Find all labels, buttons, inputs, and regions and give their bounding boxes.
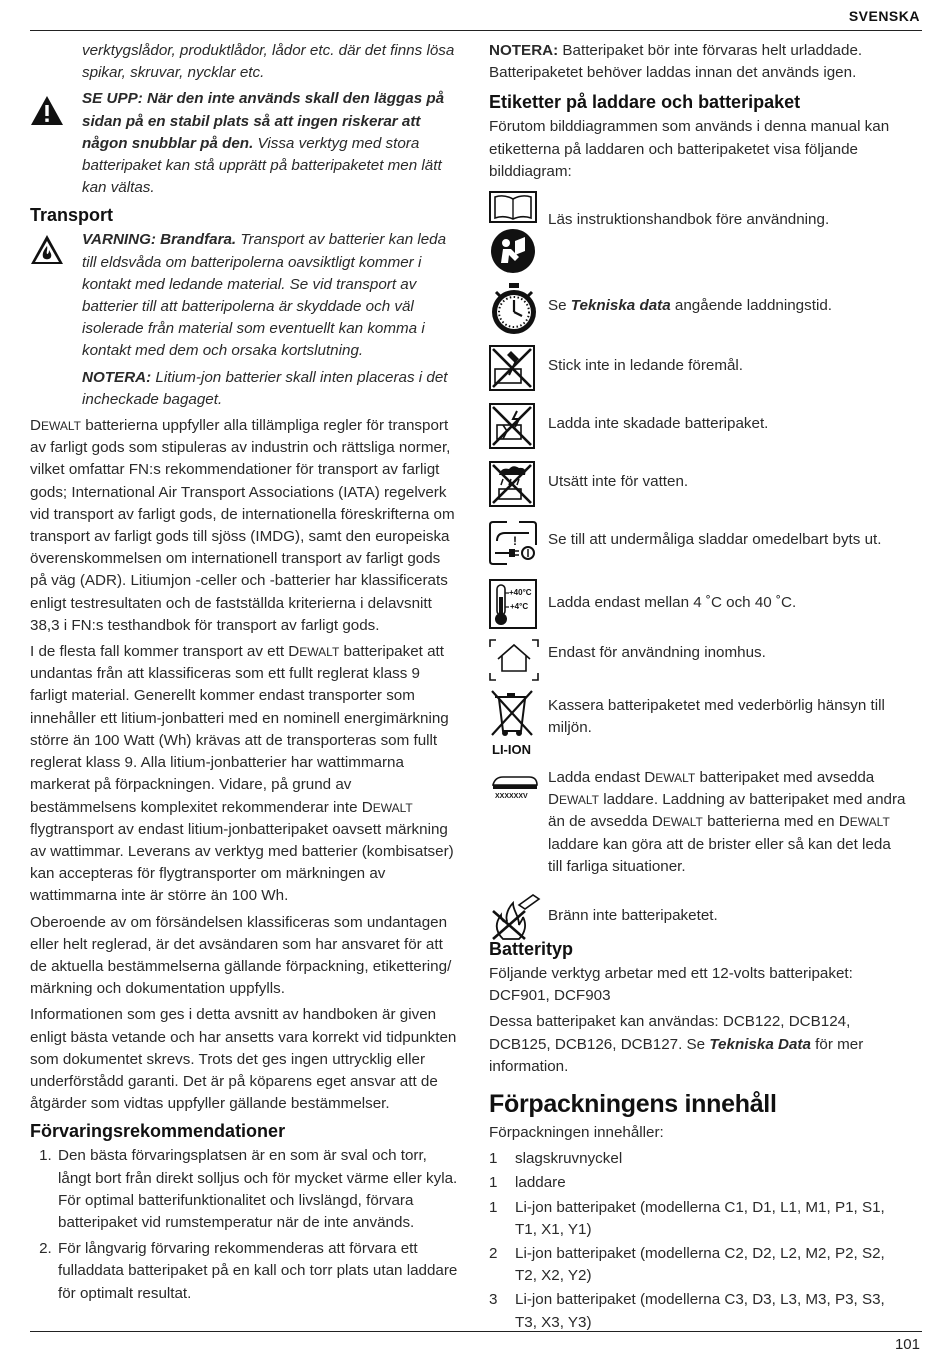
battery-p2-b: Tekniska Data — [709, 1035, 811, 1053]
package-intro: Förpackningen innehåller: — [489, 1124, 664, 1142]
brand-d: D — [288, 643, 300, 661]
note-body: Litium-jon batterier skall inten placeras i det incheckade bagaget. — [82, 368, 448, 408]
label-read-manual — [489, 191, 909, 279]
battery-p2-c: för mer information. — [489, 1035, 864, 1075]
header-rule — [30, 30, 922, 31]
brand-ewalt: EWALT — [558, 793, 599, 808]
manual-icon — [489, 191, 537, 275]
recycle-bin-icon — [489, 687, 539, 757]
indoor-house-icon — [489, 639, 539, 681]
package-qty: 2 — [489, 1245, 498, 1263]
label-read-text: Läs instruktionshandbok före användning. — [548, 211, 830, 229]
caution-block — [30, 88, 460, 199]
label-damaged-text: Ladda inte skadade batteripaket. — [548, 415, 769, 433]
xxx-label: XXXXXXV — [495, 793, 528, 801]
left-column — [30, 40, 460, 1309]
p2-a: I de flesta fall kommer transport av ett — [30, 643, 289, 661]
brand-d: D — [361, 798, 373, 816]
package-qty: 3 — [489, 1291, 498, 1309]
label-indoor-text: Endast för användning inomhus. — [548, 644, 766, 662]
no-fire-icon — [489, 891, 543, 941]
p2-c: flygtransport av endast litium-jonbatteripaket oavsett märkning av wattimmar. Leverans av verktyg med batterier (kombisatser) kan accepteras för flygtransporter om märkningen av wattimmarna inte är större än 100 Wh. — [30, 820, 454, 905]
only-b: batteripaket med avsedda — [695, 769, 875, 787]
p2-b: batteripaket att undantas från att klassificeras som ett fullt reglerat klass 9 farligt material. Generellt kommer endast transporter som innehåller ett litium-jonbatteri med en nominell energimärkning större än 100 Watt (Wh) krävas att de transporteras som fullt reglerat klass 9. Alla litium-jonbatterier har wattimmarna markerat på förpackningen. Vidare, på grund av bestämmelsens komplexitet rekommenderar inte — [30, 643, 449, 816]
brand-d: D — [30, 417, 41, 435]
storage-list — [30, 1145, 460, 1304]
label-dispose — [489, 695, 909, 765]
note-body: Batteripaket bör inte förvaras helt urladdade. Batteripaketet behöver laddas innan det används igen. — [489, 42, 863, 82]
caution-text — [30, 88, 460, 199]
label-charge-time — [489, 283, 909, 337]
package-item — [489, 1243, 909, 1287]
label-burn-text: Bränn inte batteripaketet. — [548, 907, 718, 925]
fire-hazard-icon — [30, 233, 64, 267]
label-time-c: angående laddningstid. — [670, 297, 832, 315]
brand-d: D — [838, 813, 850, 831]
brand-d: D — [548, 791, 559, 809]
thermo-lo-label: +4°C — [510, 602, 529, 612]
label-time-b: Tekniska data — [570, 297, 671, 315]
svg-text:!: ! — [513, 534, 517, 549]
label-only-text — [548, 767, 909, 878]
label-time-text — [548, 283, 909, 317]
transport-paragraph-1 — [30, 415, 460, 637]
liion-label: LI-ION — [492, 742, 531, 758]
package-heading: Förpackningens innehåll — [489, 1090, 777, 1119]
thermo-hi-label: +40°C — [509, 588, 532, 598]
caution-triangle-icon — [30, 94, 64, 128]
package-qty: 1 — [489, 1150, 498, 1168]
labels-intro: Förutom bilddiagrammen som används i denna manual kan etiketterna på laddaren och batteripaketet visa följande bilddiagram: — [489, 118, 890, 180]
label-indoor — [489, 639, 909, 689]
package-qty: 1 — [489, 1198, 498, 1216]
brand-ewalt: EWALT — [299, 645, 340, 660]
warning-bold: VARNING: Brandfara. — [82, 231, 237, 249]
label-cords — [489, 519, 909, 575]
transport-heading: Transport — [30, 205, 114, 226]
warning-body: Transport av batterier kan leda till eldsvåda om batteripolerna oavsiktligt kommer i kontakt med ledande material. Se vid transport av batterier till att batteripolerna är skyddade och väl isolerade från material som eventuellt kan komma i kontakt med dem och orsaka kortslutning. — [82, 231, 447, 360]
package-text: Li-jon batteripaket (modellerna C1, D1, L1, M1, P1, S1, T1, X1, Y1) — [515, 1198, 885, 1238]
package-item — [489, 1148, 909, 1170]
caution-italic: Vissa verktyg med stora batteripaket kan stå upprätt på batteripaketet men lätt kan vältas. — [82, 134, 442, 197]
brand-ewalt: EWALT — [849, 815, 890, 830]
brand-d: D — [651, 813, 663, 831]
brand-d: D — [644, 769, 656, 787]
label-no-burn — [489, 899, 909, 945]
language-header: SVENSKA — [848, 8, 920, 24]
transport-paragraph-3: Oberoende av om försändelsen klassificeras som undantagen eller helt reglerad, är det avsändaren som har ansvaret för att de aktuella bestämmelserna gällande förpackning, etikettering/ märkning och dokumentation uppfylls. — [30, 913, 452, 998]
charger-battery-icon — [489, 773, 541, 801]
label-no-damaged — [489, 403, 909, 455]
brand-ewalt: EWALT — [40, 419, 81, 434]
label-temperature — [489, 579, 909, 637]
battery-paragraph-2 — [489, 1011, 909, 1078]
label-stick-text: Stick inte in ledande föremål. — [548, 357, 744, 375]
label-dispose-text: Kassera batteripaketet med vederbörlig hänsyn till miljön. — [548, 697, 885, 737]
package-text: slagskruvnyckel — [515, 1150, 623, 1168]
intro-continuation: verktygslådor, produktlådor, lådor etc. där det finns lösa spikar, skruvar, nycklar etc. — [82, 42, 455, 82]
brand-ewalt: EWALT — [655, 771, 696, 786]
label-only-dewalt — [489, 767, 909, 899]
label-no-conductive — [489, 345, 909, 397]
fire-warning-text — [30, 229, 460, 362]
brand-ewalt: EWALT — [662, 815, 703, 830]
label-temp-text: Ladda endast mellan 4 ˚C och 40 ˚C. — [548, 594, 797, 612]
note-bold: NOTERA: — [489, 42, 559, 59]
package-text: laddare — [515, 1174, 566, 1192]
caution-bold: SE UPP: När den inte används skall den läggas på sidan på en stabil plats så att ingen riskerar att någon snubblar på den. — [82, 90, 445, 152]
only-e: laddare kan göra att de brister eller så kan det leda till farliga situationer. — [548, 835, 891, 875]
no-damaged-battery-icon — [489, 403, 535, 449]
note-storage — [489, 40, 909, 84]
storage-heading: Förvaringsrekommendationer — [30, 1121, 286, 1142]
thermometer-icon — [489, 579, 537, 629]
p1-rest: batterierna uppfyller alla tillämpliga regler för transport av farligt gods som stipuleras av industrin och rättsliga normer, vilket omfattar FN:s rekommendationer för transport av farligt gods; International Air Transport Associations (IATA) regelverk vid transport av farligt gods, de internationella föreskrifterna om transport av farligt gods till sjöss (IMDG), samt den europeiska överenskommelsen om internationell transport av farligt gods på väg (ADR). Litiumjon -celler och -batterier har klassificerats enligt testresultaten och de fastställda kriterierna i delavsnitt 38,3 i FN:s testhandbok för transport av farligt gods. — [30, 417, 455, 634]
battery-p2-a: Dessa batteripaket kan användas: DCB122, DCB124, DCB125, DCB126, DCB127. Se — [489, 1013, 851, 1053]
package-text: Li-jon batteripaket (modellerna C2, D2, L2, M2, P2, S2, T2, X2, Y2) — [515, 1245, 885, 1285]
package-list — [489, 1148, 909, 1334]
package-item — [489, 1289, 909, 1333]
transport-paragraph-2 — [30, 641, 460, 907]
note-luggage — [30, 367, 460, 411]
stopwatch-icon — [489, 283, 539, 335]
battery-heading: Batterityp — [489, 939, 574, 960]
package-qty: 1 — [489, 1174, 498, 1192]
page-number: 101 — [894, 1336, 920, 1353]
only-c: laddare. Laddning av batteripaket med andra än de avsedda — [548, 791, 906, 831]
right-column — [489, 40, 909, 1336]
battery-paragraph-1: Följande verktyg arbetar med ett 12-volts batteripaket: DCF901, DCF903 — [489, 965, 853, 1005]
transport-paragraph-4: Informationen som ges i detta avsnitt av handboken är given enligt bästa vetande och har ansetts vara korrekt vid tidpunkten som dokumentet skrevs. Trots det ges ingen uttrycklig eller underförstådd garanti. Det är på köparens eget ansvar att de åtgärder som vidtas uppfyller gällande bestämmelser. — [30, 1006, 457, 1113]
label-cords-text: Se till att undermåliga sladdar omedelbart byts ut. — [548, 531, 882, 549]
fire-warning-block — [30, 229, 460, 362]
damaged-cord-icon — [489, 519, 537, 567]
package-item — [489, 1197, 909, 1241]
only-a: Ladda endast — [548, 769, 645, 787]
labels-heading: Etiketter på laddare och batteripaket — [489, 92, 801, 113]
no-conductive-icon — [489, 345, 535, 391]
only-d: batterierna med en — [702, 813, 839, 831]
label-water-text: Utsätt inte för vatten. — [548, 473, 689, 491]
storage-item: 2. För långvarig förvaring rekommenderas att förvara ett fulladdata batteripaket på en kall och torr plats utan laddare för optimalt resultat. — [56, 1238, 460, 1305]
label-time-a: Se — [548, 297, 571, 315]
package-text: Li-jon batteripaket (modellerna C3, D3, L3, M3, P3, S3, T3, X3, Y3) — [515, 1291, 885, 1331]
note-bold: NOTERA: — [82, 368, 152, 386]
package-item — [489, 1172, 909, 1194]
no-water-icon — [489, 461, 535, 507]
label-no-water — [489, 461, 909, 513]
brand-ewalt: EWALT — [372, 800, 413, 815]
storage-item: 1. Den bästa förvaringsplatsen är en som är sval och torr, långt bort från direkt solljus och för mycket värme eller kyla. För optimal batterifunktionalitet och livslängd, förvara batteripaket vid rumstemperatur när de inte används. — [56, 1145, 460, 1234]
